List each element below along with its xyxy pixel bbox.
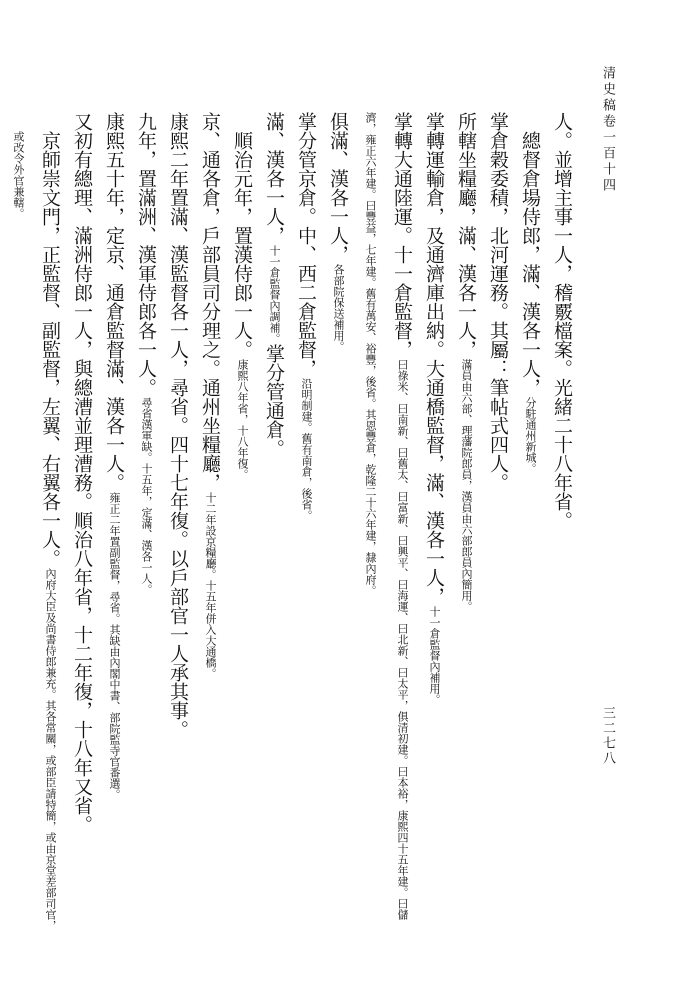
text-column bbox=[450, 112, 482, 932]
text-column bbox=[514, 112, 546, 932]
text-column bbox=[322, 112, 354, 932]
main-text: 京、通各倉，戶部員司分理之。通州坐糧廳， bbox=[199, 112, 221, 492]
text-column bbox=[354, 112, 418, 932]
main-text: 順治元年，置漢侍郎一人。 bbox=[231, 131, 253, 359]
main-text: 九年，置滿洲、漢軍侍郎各一人。 bbox=[135, 112, 157, 397]
text-column bbox=[66, 112, 98, 932]
main-text: 俱滿、漢各一人， bbox=[327, 112, 349, 264]
annotation-text: 康熙八年省，十八年復。 bbox=[236, 359, 249, 480]
annotation-text: 內府大臣及尚書侍郎兼充。其各常關，或部臣請特簡，或由京堂差部司官，或改令外官兼轄。 bbox=[12, 131, 57, 931]
main-text: 康熙二年置滿、漢監督各一人，尋省。四十七年復。以戶部官一人承其事。 bbox=[167, 112, 189, 739]
annotation-text: 曰祿米、曰南新、曰舊太、曰富新、曰興平、曰海運、曰北新、曰太平，俱清初建。曰本裕，康熙四十五年建。曰儲濟，雍正六年建。曰豐益，七年建。舊有萬安、裕豐，後省。其恩豐倉，乾隆二十六年建，隸內府。 bbox=[364, 112, 409, 920]
vertical-text-body bbox=[12, 112, 578, 932]
annotation-text: 各部院保送補用。 bbox=[332, 264, 345, 352]
text-column bbox=[418, 112, 450, 932]
text-column bbox=[258, 112, 290, 932]
main-text: 京師崇文門，正監督、副監督，左翼、右翼各一人。 bbox=[39, 131, 61, 568]
text-column bbox=[98, 112, 130, 932]
main-text: 所轄坐糧廳，滿、漢各一人， bbox=[455, 112, 477, 359]
main-text: 康熙五十年，定京、通倉監督滿、漢各一人。 bbox=[103, 112, 125, 492]
main-text: 人。並增主事一人，稽覈檔案。光緒二十八年省。 bbox=[551, 112, 573, 530]
text-column bbox=[482, 112, 514, 932]
annotation-text: 尋省漢軍缺。十五年，定滿、漢各一人。 bbox=[140, 397, 153, 595]
main-text: 掌分管京倉。中、西二倉監督， bbox=[295, 112, 317, 378]
annotation-text: 十一倉監督內補用。 bbox=[428, 606, 441, 705]
annotation-text: 滿員由六部、理藩院郎員，漢員由六部郎員內簡用。 bbox=[460, 359, 473, 612]
text-column bbox=[162, 112, 194, 932]
annotation-text: 十一倉監督內調補。 bbox=[268, 245, 281, 344]
main-text: 掌分管通倉。 bbox=[263, 344, 285, 458]
text-column bbox=[290, 112, 322, 932]
text-column bbox=[130, 112, 162, 932]
main-text: 掌倉穀委積，北河運務。其屬：筆帖式四人。 bbox=[487, 112, 509, 492]
annotation-text: 沿明制建。舊有南倉，後省。 bbox=[300, 378, 313, 521]
text-column bbox=[194, 112, 226, 932]
text-column bbox=[226, 112, 258, 932]
text-column bbox=[2, 112, 66, 932]
text-column bbox=[0, 112, 2, 932]
page-number: 三二七八 bbox=[600, 706, 615, 766]
main-text: 又初有總理、滿洲侍郎一人，與總漕並理漕務。順治八年省，十二年復，十八年又省。 bbox=[71, 112, 93, 834]
running-title: 清史稿卷一百十四 bbox=[600, 66, 615, 194]
main-text: 掌轉大通陸運。十一倉監督， bbox=[391, 112, 413, 359]
annotation-text: 十二年設京糧廳。十五年併入大通橋。 bbox=[204, 492, 217, 679]
annotation-text: 雍正二年置副監督，尋省。其缺由內閣中書、部院監寺官番選。 bbox=[108, 492, 121, 800]
main-text: 滿、漢各一人， bbox=[263, 112, 285, 245]
main-text: 掌轉運輸倉，及通濟庫出納。大通橋監督，滿、漢各一人， bbox=[423, 112, 445, 606]
text-column bbox=[546, 112, 578, 932]
main-text: 總督倉場侍郎，滿、漢各一人， bbox=[519, 131, 541, 397]
annotation-text: 分駐通州新城。 bbox=[524, 397, 537, 474]
